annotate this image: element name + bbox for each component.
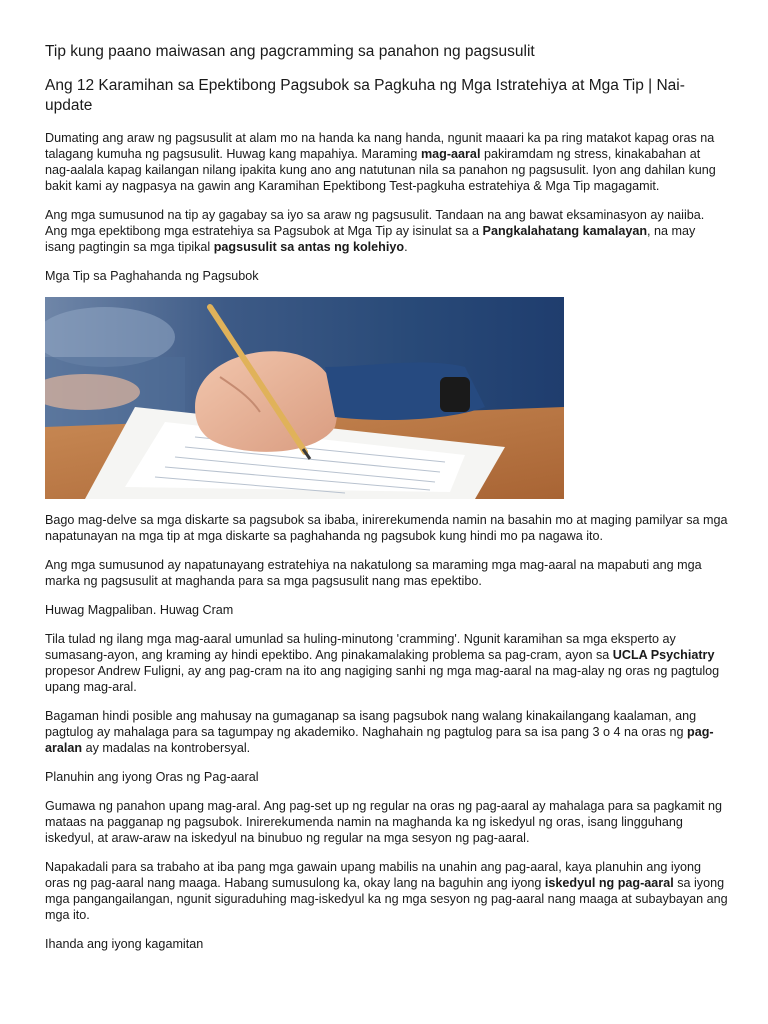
bold-term: iskedyul ng pag-aaral xyxy=(544,876,674,890)
top-title: Tip kung paano maiwasan ang pagcramming sa panahon ng pagsusulit xyxy=(45,43,535,60)
section2-paragraph-2 xyxy=(45,708,728,756)
section-heading-test-prep-tips: Mga Tip sa Paghahanda ng Pagsubok xyxy=(45,269,259,283)
text-run: Ang mga sumusunod na tip ay gagabay sa iyo sa araw ng pagsusulit. Tandaan na ang bawat eksaminasyon ay naiiba. Ang mga epektibong mga estratehiya sa Pagsubok at Mga Tip ay isinulat sa a xyxy=(45,208,705,238)
bold-term: pagsusulit sa antas ng kolehiyo xyxy=(213,240,405,254)
text-run: propesor Andrew Fuligni, ay ang pag-cram na ito ang nagiging sanhi ng mga mag-aaral na mag-alay ng oras ng pagtulog upang mag-aral. xyxy=(45,664,720,694)
article-title: Ang 12 Karamihan sa Epektibong Pagsubok sa Pagkuha ng Mga Istratehiya at Mga Tip | Nai-update xyxy=(45,77,685,114)
text-run: pakiramdam ng stress, kinakabahan at nag-aalala kapag kailangan nilang ipakita kung ano ang natutunan nila sa panahon ng pagsusulit. Iyon ang dahilan kung bakit kami ay nagpasya na gawin ang Karamihan Epektibong Test-pagkuha estratehiya & Mga Tip magagamit. xyxy=(45,147,716,193)
text-run: Napakadali para sa trabaho at iba pang mga gawain upang mabilis na unahin ang pag-aaral, kaya planuhin ang iyong oras ng pag-aaral nang maaga. Habang sumusulong ka, okay lang na baguhin ang iyong xyxy=(45,860,702,890)
section1-paragraph-1: Bago mag-delve sa mga diskarte sa pagsubok sa ibaba, inirerekumenda namin na basahin mo at maging pamilyar sa mga napatunayan na mga tip at mga diskarte sa paghahanda ng pagsubok kung hindi mo pa nagawa ito. xyxy=(45,513,728,543)
section2-paragraph-1 xyxy=(45,631,728,695)
text-run: Tila tulad ng ilang mga mag-aaral umunlad sa huling-minutong 'cramming'. Ngunit karamihan sa mga eksperto ay sumasang-ayon, ang kraming ay hindi epektibo. Ang pinakamalaking problema sa pag-cram, ayon sa xyxy=(45,632,676,662)
intro-paragraph-1 xyxy=(45,130,728,194)
text-run: Dumating ang araw ng pagsusulit at alam mo na handa ka nang handa, ngunit maaari ka pa ring matakot kapag oras na talagang kumuha ng pagsusulit. Huwag kang mapahiya. Maraming xyxy=(45,131,715,161)
intro-paragraph-2 xyxy=(45,207,728,255)
text-run: sa iyong mga pangangailangan, ngunit siguraduhing mag-iskedyul ka ng mga sesyon ng pag-aaral nang maaga at subaybayan ang mga ito. xyxy=(45,876,728,922)
text-run: . xyxy=(404,240,408,254)
section-heading-prepare-equipment: Ihanda ang iyong kagamitan xyxy=(45,937,204,951)
bold-term: Pangkalahatang kamalayan xyxy=(482,224,648,238)
text-run: Bagaman hindi posible ang mahusay na gumaganap sa isang pagsubok nang walang kinakailangang kaalaman, ang pagtulog ay mahalaga para sa tagumpay ng akademiko. Naghahain ng pagtulog para sa isa pang 3 o 4 na oras ng xyxy=(45,709,697,739)
bold-term: pag-aralan xyxy=(45,725,714,755)
text-run: ay madalas na kontrobersyal. xyxy=(82,741,251,755)
section3-paragraph-2 xyxy=(45,859,728,923)
student-writing-exam-photo xyxy=(45,297,564,499)
section-heading-plan-study-time: Planuhin ang iyong Oras ng Pag-aaral xyxy=(45,770,259,784)
section3-paragraph-1: Gumawa ng panahon upang mag-aral. Ang pag-set up ng regular na oras ng pag-aaral ay mahalaga para sa pagkamit ng mataas na pagganap ng pagsubok. Inirerekumenda namin na maghanda ka ng iskedyul ng oras, isang lingguhang iskedyul, at araw-araw na iskedyul na binubuo ng regular na mga sesyon ng pag-aaral. xyxy=(45,799,723,845)
section1-paragraph-2: Ang mga sumusunod ay napatunayang estratehiya na nakatulong sa maraming mga mag-aaral na mapabuti ang mga marka ng pagsusulit at maghanda para sa mga pagsusulit nang mas epektibo. xyxy=(45,558,702,588)
bold-term: mag-aaral xyxy=(420,147,481,161)
bold-term: UCLA Psychiatry xyxy=(612,648,715,662)
section-heading-no-cram: Huwag Magpaliban. Huwag Cram xyxy=(45,603,234,617)
text-run: , na may isang pagtingin sa mga tipikal xyxy=(45,224,696,254)
